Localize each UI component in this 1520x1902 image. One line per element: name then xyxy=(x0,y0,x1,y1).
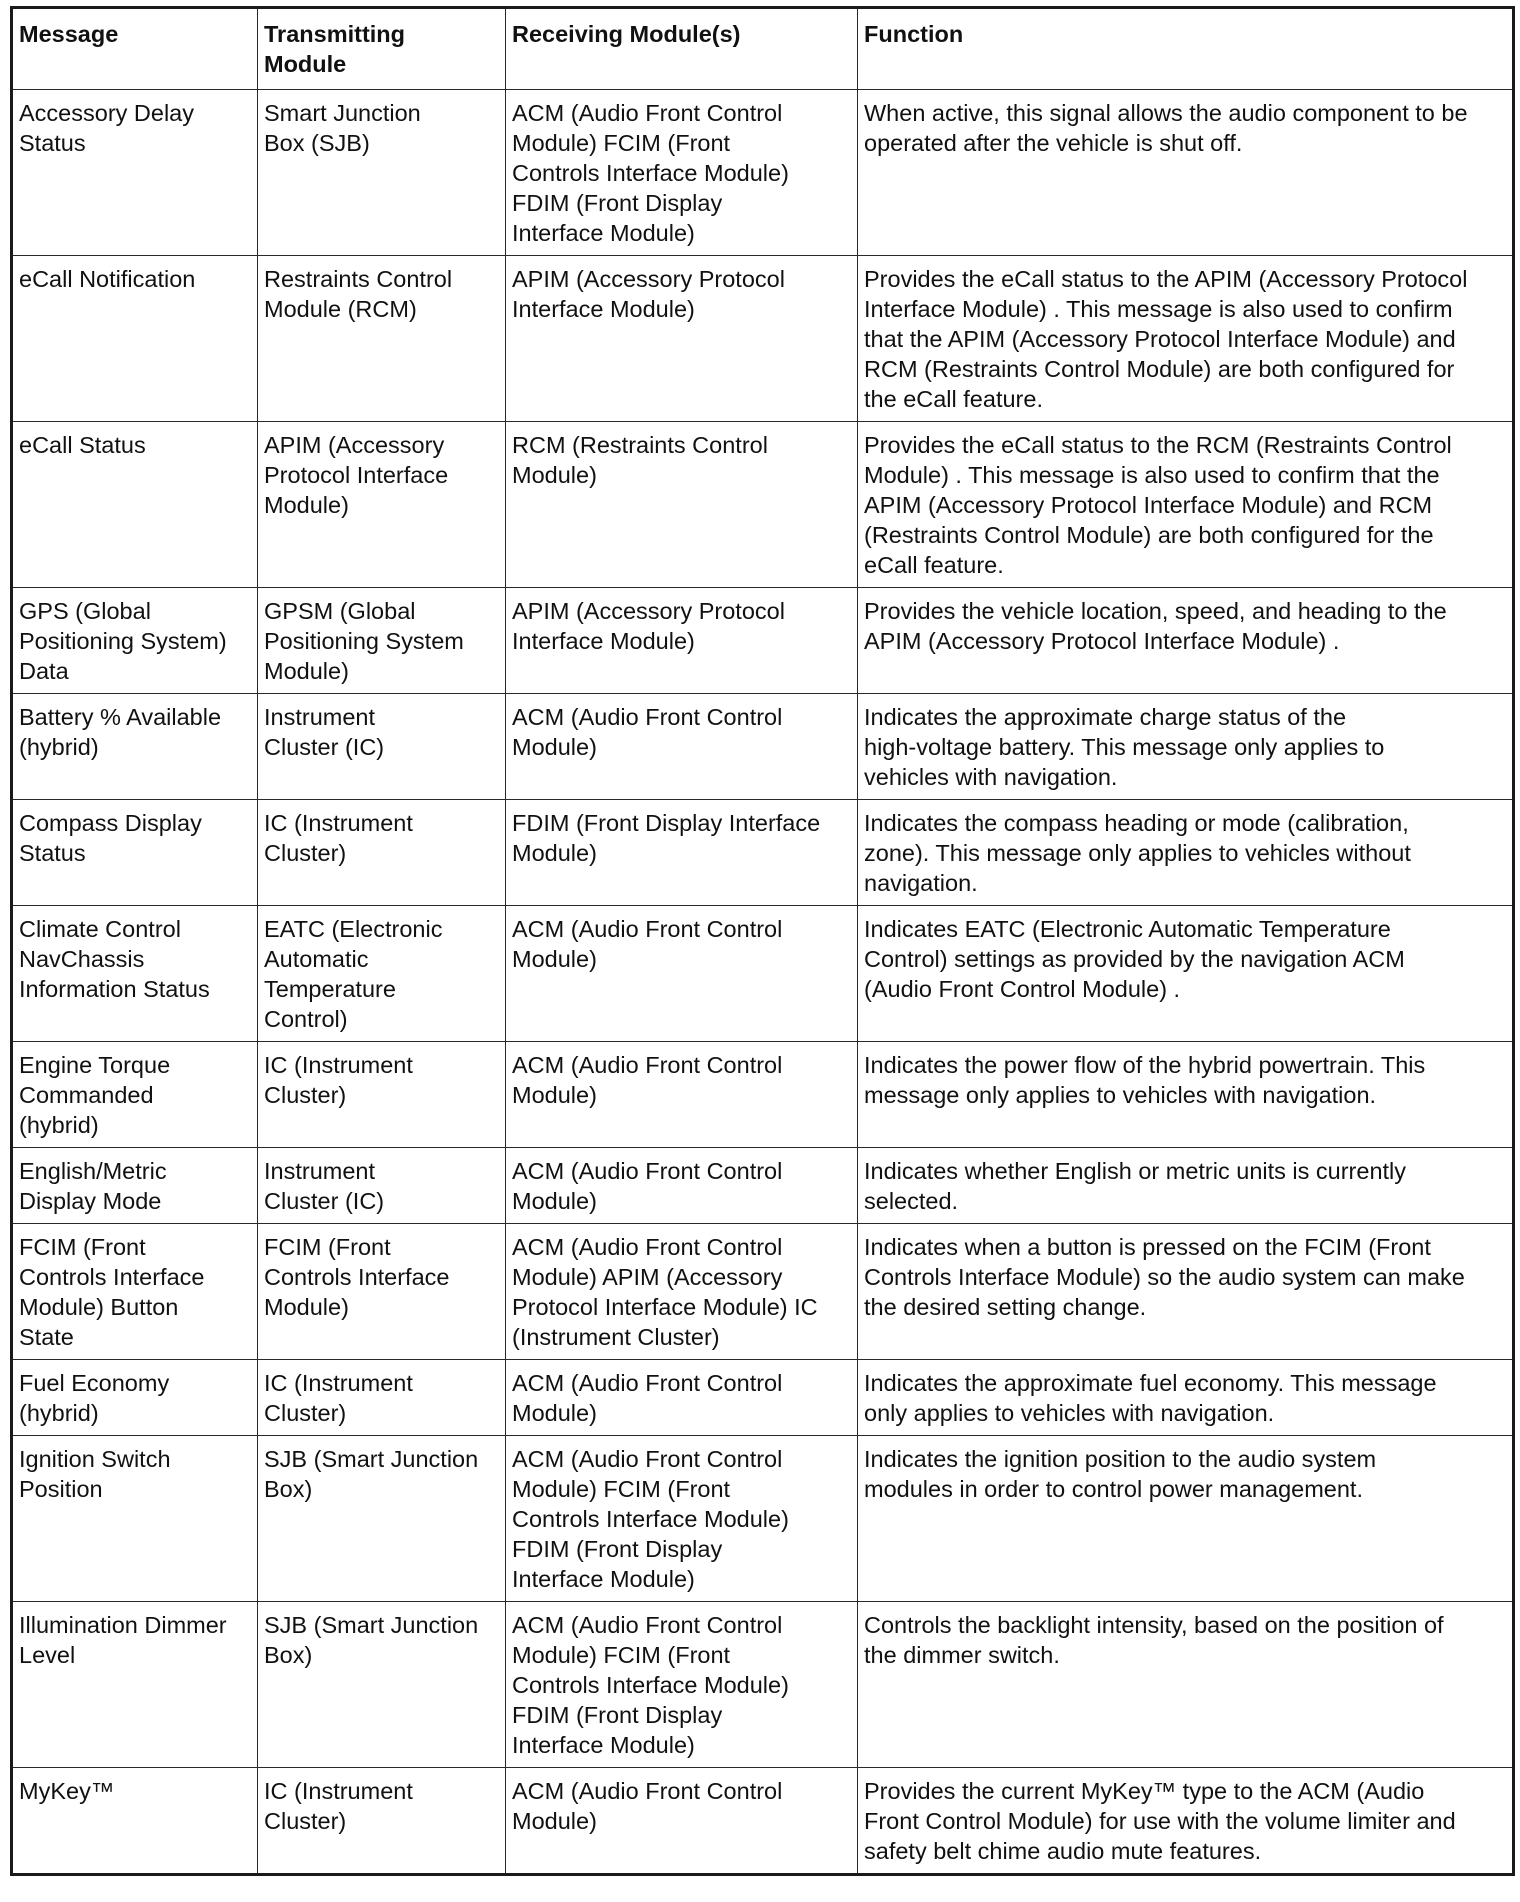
cell-message xyxy=(12,588,258,694)
header-message-label: Message xyxy=(19,21,119,47)
function-text: Indicates the approximate fuel economy. This message only applies to vehicles with navigation. xyxy=(864,1370,1437,1426)
transmitting-text: IC (Instrument Cluster) xyxy=(264,810,413,866)
table-row xyxy=(12,1436,1514,1602)
header-receiving-modules xyxy=(506,8,858,90)
function-text: Provides the eCall status to the RCM (Restraints Control Module) . This message is also used to confirm that the APIM (Accessory Protocol Interface Module) and RCM (Restraints Control Module) are both configured for the eCall feature. xyxy=(864,432,1452,578)
receiving-text: ACM (Audio Front Control Module) xyxy=(512,1778,783,1834)
cell-transmitting xyxy=(258,694,506,800)
cell-receiving xyxy=(506,906,858,1042)
cell-function xyxy=(858,694,1514,800)
function-text: Provides the vehicle location, speed, and heading to the APIM (Accessory Protocol Interface Module) . xyxy=(864,598,1447,654)
document-page xyxy=(10,6,1512,1876)
receiving-text: ACM (Audio Front Control Module) xyxy=(512,1158,783,1214)
cell-message xyxy=(12,906,258,1042)
cell-message xyxy=(12,256,258,422)
cell-message xyxy=(12,1602,258,1768)
cell-transmitting xyxy=(258,1436,506,1602)
cell-receiving xyxy=(506,800,858,906)
table-body xyxy=(12,90,1514,1875)
transmitting-text: FCIM (Front Controls Interface Module) xyxy=(264,1234,450,1320)
transmitting-text: IC (Instrument Cluster) xyxy=(264,1052,413,1108)
table-header xyxy=(12,8,1514,90)
message-text: English/Metric Display Mode xyxy=(19,1158,167,1214)
cell-transmitting xyxy=(258,1768,506,1875)
receiving-text: FDIM (Front Display Interface Module) xyxy=(512,810,821,866)
receiving-text: ACM (Audio Front Control Module) xyxy=(512,704,783,760)
cell-message xyxy=(12,1224,258,1360)
message-text: Climate Control NavChassis Information Status xyxy=(19,916,210,1002)
cell-receiving xyxy=(506,1436,858,1602)
transmitting-text: GPSM (Global Positioning System Module) xyxy=(264,598,464,684)
cell-receiving xyxy=(506,1148,858,1224)
cell-transmitting xyxy=(258,256,506,422)
receiving-text: ACM (Audio Front Control Module) xyxy=(512,916,783,972)
function-text: When active, this signal allows the audio component to be operated after the vehicle is shut off. xyxy=(864,100,1468,156)
cell-receiving xyxy=(506,1042,858,1148)
cell-transmitting xyxy=(258,800,506,906)
function-text: Indicates the approximate charge status of the high-voltage battery. This message only applies to vehicles with navigation. xyxy=(864,704,1385,790)
function-text: Indicates whether English or metric units is currently selected. xyxy=(864,1158,1407,1214)
transmitting-text: Instrument Cluster (IC) xyxy=(264,1158,385,1214)
table-row xyxy=(12,422,1514,588)
message-text: Compass Display Status xyxy=(19,810,202,866)
receiving-text: ACM (Audio Front Control Module) xyxy=(512,1052,783,1108)
cell-receiving xyxy=(506,256,858,422)
cell-function xyxy=(858,1148,1514,1224)
transmitting-text: Smart Junction Box (SJB) xyxy=(264,100,421,156)
header-receiving-label: Receiving Module(s) xyxy=(512,21,741,47)
message-text: Illumination Dimmer Level xyxy=(19,1612,227,1668)
function-text: Indicates the compass heading or mode (calibration, zone). This message only applies to vehicles without navigation. xyxy=(864,810,1411,896)
cell-function xyxy=(858,800,1514,906)
header-function xyxy=(858,8,1514,90)
table-row xyxy=(12,1148,1514,1224)
cell-message xyxy=(12,1436,258,1602)
receiving-text: ACM (Audio Front Control Module) FCIM (Front Controls Interface Module) FDIM (Front Display Interface Module) xyxy=(512,100,789,246)
transmitting-text: IC (Instrument Cluster) xyxy=(264,1370,413,1426)
message-text: Ignition Switch Position xyxy=(19,1446,171,1502)
cell-message xyxy=(12,422,258,588)
cell-function xyxy=(858,1436,1514,1602)
message-text: FCIM (Front Controls Interface Module) Button State xyxy=(19,1234,205,1350)
function-text: Indicates the power flow of the hybrid powertrain. This message only applies to vehicles with navigation. xyxy=(864,1052,1426,1108)
message-text: eCall Notification xyxy=(19,266,196,292)
cell-message xyxy=(12,90,258,256)
cell-message xyxy=(12,800,258,906)
transmitting-text: Restraints Control Module (RCM) xyxy=(264,266,453,322)
message-text: Accessory Delay Status xyxy=(19,100,194,156)
cell-transmitting xyxy=(258,1224,506,1360)
message-table xyxy=(10,6,1515,1876)
table-row xyxy=(12,1360,1514,1436)
receiving-text: ACM (Audio Front Control Module) FCIM (Front Controls Interface Module) FDIM (Front Display Interface Module) xyxy=(512,1446,789,1592)
header-transmitting-label: Transmitting Module xyxy=(264,21,406,77)
cell-message xyxy=(12,1042,258,1148)
transmitting-text: APIM (Accessory Protocol Interface Module) xyxy=(264,432,449,518)
table-row xyxy=(12,800,1514,906)
cell-transmitting xyxy=(258,1042,506,1148)
header-function-label: Function xyxy=(864,21,964,47)
cell-transmitting xyxy=(258,1360,506,1436)
cell-message xyxy=(12,1360,258,1436)
table-row xyxy=(12,694,1514,800)
receiving-text: RCM (Restraints Control Module) xyxy=(512,432,768,488)
cell-function xyxy=(858,588,1514,694)
cell-transmitting xyxy=(258,1148,506,1224)
cell-receiving xyxy=(506,1602,858,1768)
table-row xyxy=(12,1602,1514,1768)
table-row xyxy=(12,906,1514,1042)
function-text: Indicates EATC (Electronic Automatic Temperature Control) settings as provided by the navigation ACM (Audio Front Control Module) . xyxy=(864,916,1405,1002)
function-text: Provides the eCall status to the APIM (Accessory Protocol Interface Module) . This message is also used to confirm that the APIM (Accessory Protocol Interface Module) and RCM (Restraints Control Module) are both configured for the eCall feature. xyxy=(864,266,1468,412)
cell-function xyxy=(858,1768,1514,1875)
table-row xyxy=(12,256,1514,422)
table-row xyxy=(12,588,1514,694)
receiving-text: ACM (Audio Front Control Module) FCIM (Front Controls Interface Module) FDIM (Front Display Interface Module) xyxy=(512,1612,789,1758)
cell-receiving xyxy=(506,588,858,694)
cell-transmitting xyxy=(258,422,506,588)
cell-function xyxy=(858,422,1514,588)
cell-function xyxy=(858,1602,1514,1768)
message-text: MyKey™ xyxy=(19,1778,115,1804)
header-transmitting-module xyxy=(258,8,506,90)
cell-function xyxy=(858,906,1514,1042)
cell-receiving xyxy=(506,422,858,588)
cell-transmitting xyxy=(258,906,506,1042)
transmitting-text: SJB (Smart Junction Box) xyxy=(264,1446,479,1502)
cell-receiving xyxy=(506,1768,858,1875)
message-text: Battery % Available (hybrid) xyxy=(19,704,222,760)
function-text: Provides the current MyKey™ type to the ACM (Audio Front Control Module) for use with the volume limiter and safety belt chime audio mute features. xyxy=(864,1778,1456,1864)
message-text: Engine Torque Commanded (hybrid) xyxy=(19,1052,171,1138)
message-text: Fuel Economy (hybrid) xyxy=(19,1370,170,1426)
cell-function xyxy=(858,1042,1514,1148)
table-row xyxy=(12,90,1514,256)
transmitting-text: SJB (Smart Junction Box) xyxy=(264,1612,479,1668)
message-text: eCall Status xyxy=(19,432,146,458)
function-text: Indicates the ignition position to the audio system modules in order to control power management. xyxy=(864,1446,1377,1502)
message-text: GPS (Global Positioning System) Data xyxy=(19,598,227,684)
cell-function xyxy=(858,256,1514,422)
cell-transmitting xyxy=(258,1602,506,1768)
receiving-text: ACM (Audio Front Control Module) APIM (Accessory Protocol Interface Module) IC (Instrument Cluster) xyxy=(512,1234,818,1350)
transmitting-text: IC (Instrument Cluster) xyxy=(264,1778,413,1834)
header-message xyxy=(12,8,258,90)
cell-receiving xyxy=(506,694,858,800)
cell-message xyxy=(12,694,258,800)
transmitting-text: Instrument Cluster (IC) xyxy=(264,704,385,760)
table-row xyxy=(12,1224,1514,1360)
function-text: Controls the backlight intensity, based on the position of the dimmer switch. xyxy=(864,1612,1444,1668)
transmitting-text: EATC (Electronic Automatic Temperature Control) xyxy=(264,916,443,1032)
cell-receiving xyxy=(506,1360,858,1436)
receiving-text: APIM (Accessory Protocol Interface Module) xyxy=(512,266,785,322)
cell-function xyxy=(858,1360,1514,1436)
table-row xyxy=(12,1042,1514,1148)
cell-receiving xyxy=(506,90,858,256)
table-row xyxy=(12,1768,1514,1875)
cell-function xyxy=(858,90,1514,256)
cell-message xyxy=(12,1148,258,1224)
cell-message xyxy=(12,1768,258,1875)
function-text: Indicates when a button is pressed on the FCIM (Front Controls Interface Module) so the audio system can make the desired setting change. xyxy=(864,1234,1465,1320)
cell-receiving xyxy=(506,1224,858,1360)
cell-transmitting xyxy=(258,588,506,694)
cell-transmitting xyxy=(258,90,506,256)
receiving-text: ACM (Audio Front Control Module) xyxy=(512,1370,783,1426)
header-row xyxy=(12,8,1514,90)
cell-function xyxy=(858,1224,1514,1360)
receiving-text: APIM (Accessory Protocol Interface Module) xyxy=(512,598,785,654)
